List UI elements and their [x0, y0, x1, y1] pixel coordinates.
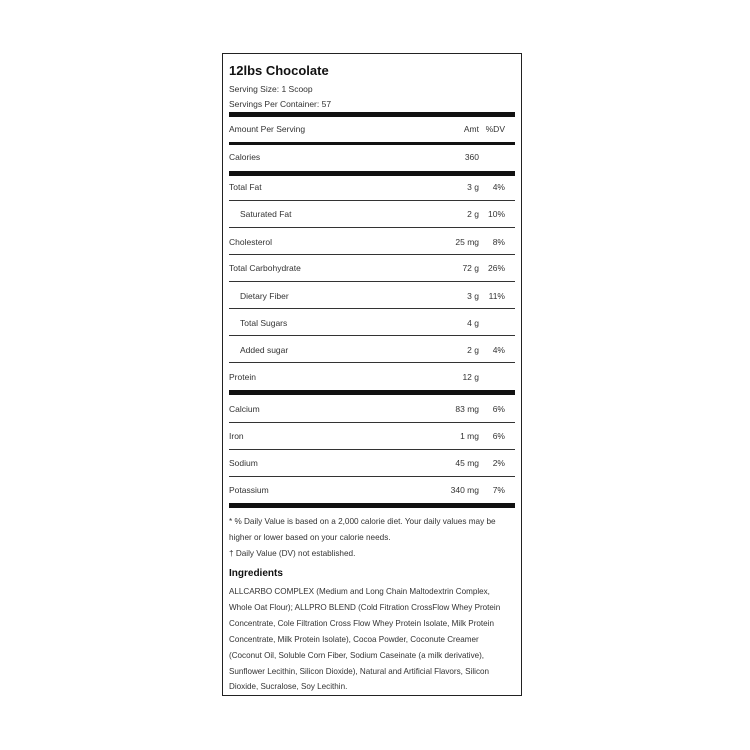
divider-thick [229, 171, 515, 176]
divider-thin [229, 422, 515, 423]
mineral-label: Iron [229, 431, 244, 441]
serving-size: Serving Size: 1 Scoop [229, 84, 313, 94]
mineral-amt: 83 mg [455, 404, 479, 414]
divider-thin [229, 476, 515, 477]
nutrient-dv: 26% [487, 263, 505, 273]
nutrient-label: Cholesterol [229, 237, 272, 247]
divider-thin [229, 335, 515, 336]
product-title: 12lbs Chocolate [229, 63, 329, 78]
nutrient-dv: 11% [488, 291, 505, 301]
mineral-dv: 6% [492, 404, 505, 414]
divider-thin [229, 254, 515, 255]
mineral-amt: 1 mg [460, 431, 479, 441]
nutrient-label: Total Carbohydrate [229, 263, 301, 273]
dv-not-established-note: † Daily Value (DV) not established. [229, 549, 356, 558]
servings-per-container: Servings Per Container: 57 [229, 99, 332, 109]
ingredients-list: ALLCARBO COMPLEX (Medium and Long Chain Maltodextrin Complex, Whole Oat Flour); ALLPRO BLEND (Cold Fitration CrossFlow Whey Protein Concentrate, Cole Filtration Cross Flow Whey Protein Isolate, Milk Protein Concentrate, Milk Protein Isolate), Cocoa Powder, Coconute Creamer (Coconut Oil, Soluble Corn Fiber, Sodium Caseinate (a milk derivative), Sunflower Lecithin, Silicon Dioxide), Natural and Artificial Flavors, Silicon Dioxide, Sucralose, Soy Lecithin. [229, 587, 501, 692]
mineral-dv: 7% [492, 485, 505, 495]
nutrient-row [229, 182, 515, 194]
divider-thin [229, 200, 515, 201]
header-dv: %DV [485, 124, 505, 134]
nutrient-row [229, 318, 515, 330]
nutrient-dv: 8% [492, 237, 505, 247]
mineral-row [229, 431, 515, 443]
nutrient-label: Total Sugars [240, 318, 288, 328]
nutrition-facts-panel [222, 53, 522, 696]
daily-value-footnote: * % Daily Value is based on a 2,000 calorie diet. Your daily values may be higher or lower based on your calorie needs. [229, 517, 496, 542]
mineral-label: Calcium [229, 404, 260, 414]
divider-thin [229, 362, 515, 363]
mineral-dv: 6% [492, 431, 505, 441]
calories-amt: 360 [464, 152, 479, 162]
nutrition-facts-content [229, 54, 515, 695]
calories-label: Calories [229, 152, 261, 162]
nutrient-label: Dietary Fiber [240, 291, 289, 301]
nutrient-label: Added sugar [240, 345, 289, 355]
nutrient-amt: 12 g [462, 372, 479, 382]
nutrient-label: Saturated Fat [240, 209, 292, 219]
nutrient-dv: 10% [487, 209, 505, 219]
mineral-label: Sodium [229, 458, 258, 468]
calories-row [229, 152, 515, 164]
divider-thick [229, 112, 515, 117]
nutrient-amt: 2 g [467, 209, 479, 219]
nutrient-row [229, 263, 515, 275]
mineral-amt: 45 mg [455, 458, 479, 468]
nutrient-dv: 4% [492, 345, 505, 355]
nutrient-row [229, 345, 515, 357]
header-label: Amount Per Serving [229, 124, 306, 134]
nutrient-row [229, 237, 515, 249]
divider-thin [229, 227, 515, 228]
divider-medium [229, 142, 515, 145]
nutrient-amt: 4 g [467, 318, 479, 328]
ingredients-heading: Ingredients [229, 568, 283, 579]
divider-thick [229, 390, 515, 395]
nutrient-row [229, 372, 515, 384]
nutrient-label: Total Fat [229, 182, 262, 192]
divider-thin [229, 308, 515, 309]
nutrient-row [229, 291, 515, 303]
divider-thick [229, 503, 515, 508]
mineral-row [229, 404, 515, 416]
nutrient-amt: 3 g [467, 291, 479, 301]
nutrient-amt: 72 g [462, 263, 479, 273]
divider-thin [229, 449, 515, 450]
header-row [229, 124, 515, 136]
nutrient-dv: 4% [492, 182, 505, 192]
mineral-dv: 2% [492, 458, 505, 468]
nutrient-amt: 3 g [467, 182, 479, 192]
mineral-row [229, 485, 515, 497]
mineral-label: Potassium [229, 485, 269, 495]
mineral-row [229, 458, 515, 470]
mineral-amt: 340 mg [450, 485, 479, 495]
nutrient-amt: 25 mg [455, 237, 479, 247]
header-amt: Amt [463, 124, 479, 134]
nutrient-amt: 2 g [467, 345, 479, 355]
divider-thin [229, 281, 515, 282]
nutrient-label: Protein [229, 372, 256, 382]
nutrient-row [229, 209, 515, 221]
